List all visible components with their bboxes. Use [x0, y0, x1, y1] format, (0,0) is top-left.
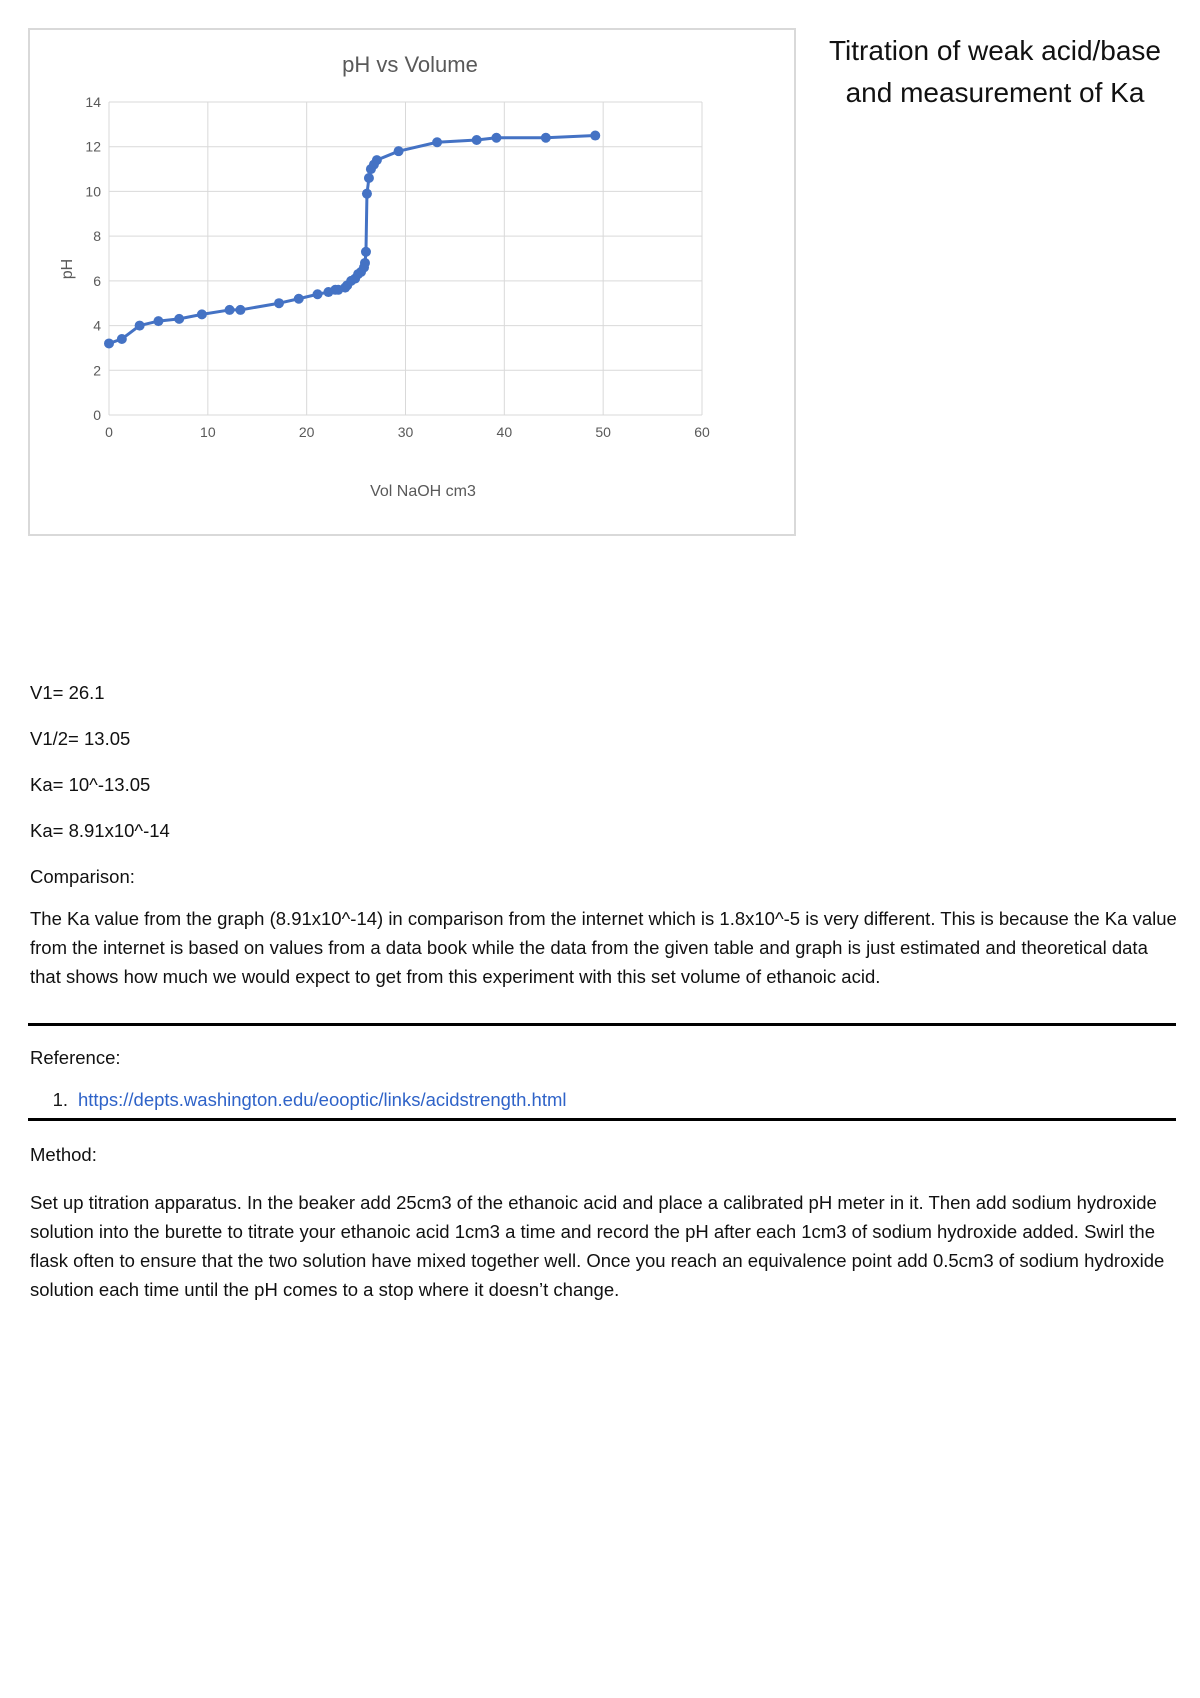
method-paragraph: Set up titration apparatus. In the beaker add 25cm3 of the ethanoic acid and place a calibrated pH meter in it. Then add sodium hydroxide solution into the burette to titrate your ethanoic acid 1cm3 a time and record the pH after each 1cm3 of sodium hydroxide added. Swirl the flask often to ensure that the two solution have mixed together well. Once you reach an equivalence point add 0.5cm3 of sodium hydroxide solution each time until the pH comes to a stop where it doesn’t change.: [30, 1192, 1165, 1300]
comparison-heading: Comparison:: [30, 866, 135, 887]
series-line: [109, 136, 595, 344]
data-point: [313, 289, 323, 299]
chart-tick-labels: [85, 94, 710, 440]
data-point: [372, 155, 382, 165]
x-tick-label: 30: [397, 424, 414, 440]
calc-v1-half: V1/2= 13.05: [30, 728, 131, 749]
comparison-paragraph: The Ka value from the graph (8.91x10^-14) in comparison from the internet which is 1.8x10^-5 is very different. This is because the Ka value from the internet is based on values from a data book while the data from the given table and graph is just estimated and theoretical data that shows how much we would expect to get from this experiment with this set volume of ethanoic acid.: [30, 908, 1177, 987]
document-title: [800, 30, 1190, 114]
calc-v1: V1= 26.1: [30, 682, 105, 703]
method-heading: Method:: [30, 1144, 97, 1165]
y-tick-label: 14: [85, 94, 101, 110]
data-point: [235, 305, 245, 315]
reference-item: [30, 1089, 566, 1111]
section-divider: [28, 1118, 1176, 1121]
data-point: [135, 321, 145, 331]
reference-list: [30, 1089, 566, 1111]
data-point: [364, 173, 374, 183]
data-point: [294, 294, 304, 304]
chart-title: pH vs Volume: [342, 52, 478, 77]
data-point: [491, 133, 501, 143]
data-point: [153, 316, 163, 326]
y-tick-label: 10: [85, 183, 101, 200]
x-tick-label: 60: [694, 424, 710, 440]
data-point: [394, 146, 404, 156]
y-tick-label: 12: [85, 138, 101, 155]
data-point: [362, 189, 372, 199]
calc-ka-exponent: Ka= 10^-13.05: [30, 774, 151, 795]
data-point: [104, 338, 114, 348]
x-tick-label: 20: [298, 424, 315, 440]
x-tick-label: 50: [595, 424, 611, 440]
data-point: [174, 314, 184, 324]
y-tick-label: 4: [93, 317, 101, 334]
data-point: [225, 305, 235, 315]
reference-link[interactable]: https://depts.washington.edu/eooptic/links/acidstrength.html: [78, 1089, 567, 1110]
data-point: [197, 309, 207, 319]
data-point: [541, 133, 551, 143]
x-axis-title: Vol NaOH cm3: [370, 483, 476, 500]
x-tick-label: 10: [200, 424, 216, 440]
y-tick-label: 0: [93, 407, 101, 423]
reference-heading: Reference:: [30, 1047, 121, 1068]
data-point: [361, 247, 371, 257]
data-point: [472, 135, 482, 145]
x-tick-label: 40: [496, 424, 513, 440]
titration-chart: [28, 28, 796, 536]
data-point: [432, 137, 442, 147]
calc-ka-value: Ka= 8.91x10^-14: [30, 820, 170, 841]
y-tick-label: 6: [93, 272, 101, 289]
chart-canvas: [30, 30, 794, 534]
reference-number: 1.: [52, 1089, 68, 1110]
y-tick-label: 8: [93, 228, 101, 245]
y-axis-title: pH: [59, 258, 76, 280]
data-point: [590, 131, 600, 141]
chart-series: [104, 131, 600, 349]
data-point: [274, 298, 284, 308]
document-title-line-1: Titration of weak acid/base: [828, 35, 1162, 66]
x-tick-label: 0: [105, 424, 113, 440]
y-tick-label: 2: [93, 362, 101, 379]
section-divider: [28, 1023, 1176, 1026]
data-point: [360, 258, 370, 268]
data-point: [117, 334, 127, 344]
document-title-line-2: and measurement of Ka: [845, 77, 1145, 108]
